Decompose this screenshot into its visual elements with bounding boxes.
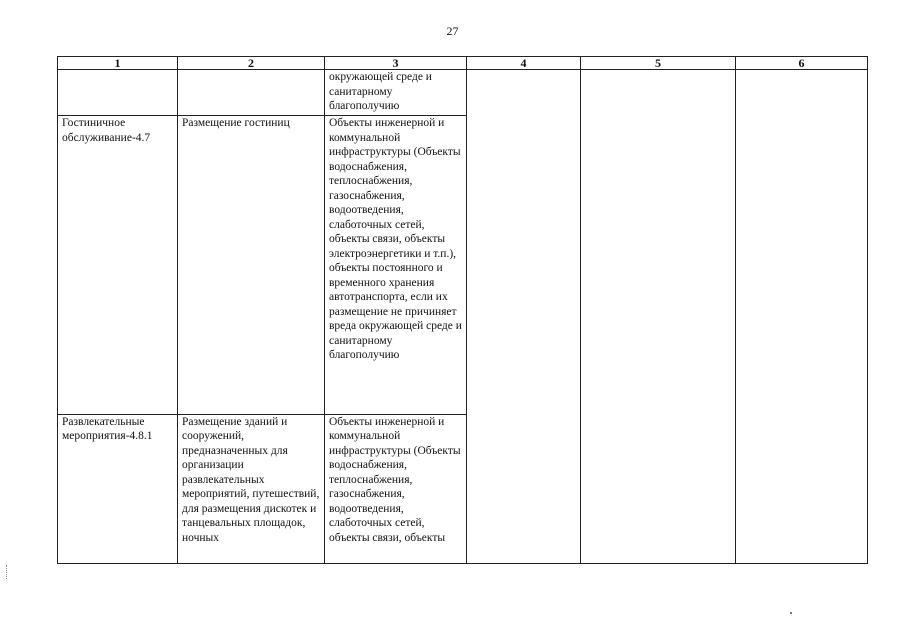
auxiliary-use-cell: окружающей среде и санитарному благополучию (325, 70, 467, 116)
auxiliary-use-cell: Объекты инженерной и коммунальной инфраструктуры (Объекты водоснабжения, теплоснабжения, газоснабжения, водоотведения, слаботочных сетей, объекты связи, объекты (325, 414, 467, 563)
auxiliary-use-cell: Объекты инженерной и коммунальной инфраструктуры (Объекты водоснабжения, теплоснабжения, газоснабжения, водоотведения, слаботочных сетей, объекты связи, объекты электроэнергетики и т.п.), объекты постоянного и временного хранения автотранспорта, если их размещение не причиняет вреда окружающей среде и санитарному благополучию (325, 116, 467, 415)
use-description-cell: Размещение гостиниц (178, 116, 325, 415)
use-type-cell: Развлекательные мероприятия-4.8.1 (58, 414, 178, 563)
column-header-3: 3 (325, 57, 467, 70)
column-header-6: 6 (736, 57, 868, 70)
header-row (58, 57, 868, 70)
page-number: 27 (446, 24, 459, 38)
column-header-1: 1 (58, 57, 178, 70)
column-header-5: 5 (581, 57, 736, 70)
scan-dot (790, 612, 792, 614)
column-5-cell (581, 70, 736, 564)
use-type-cell (58, 70, 178, 116)
permitted-use-table (57, 56, 868, 564)
use-description-cell (178, 70, 325, 116)
column-4-cell (467, 70, 581, 564)
use-description-cell: Размещение зданий и сооружений, предназначенных для организации развлекательных мероприятий, путешествий, для размещения дискотек и танцевальных площадок, ночных (178, 414, 325, 563)
use-type-cell: Гостиничное обслуживание-4.7 (58, 116, 178, 415)
column-header-2: 2 (178, 57, 325, 70)
column-6-cell (736, 70, 868, 564)
scan-margin-mark (6, 565, 13, 579)
table-row (58, 70, 868, 116)
column-header-4: 4 (467, 57, 581, 70)
